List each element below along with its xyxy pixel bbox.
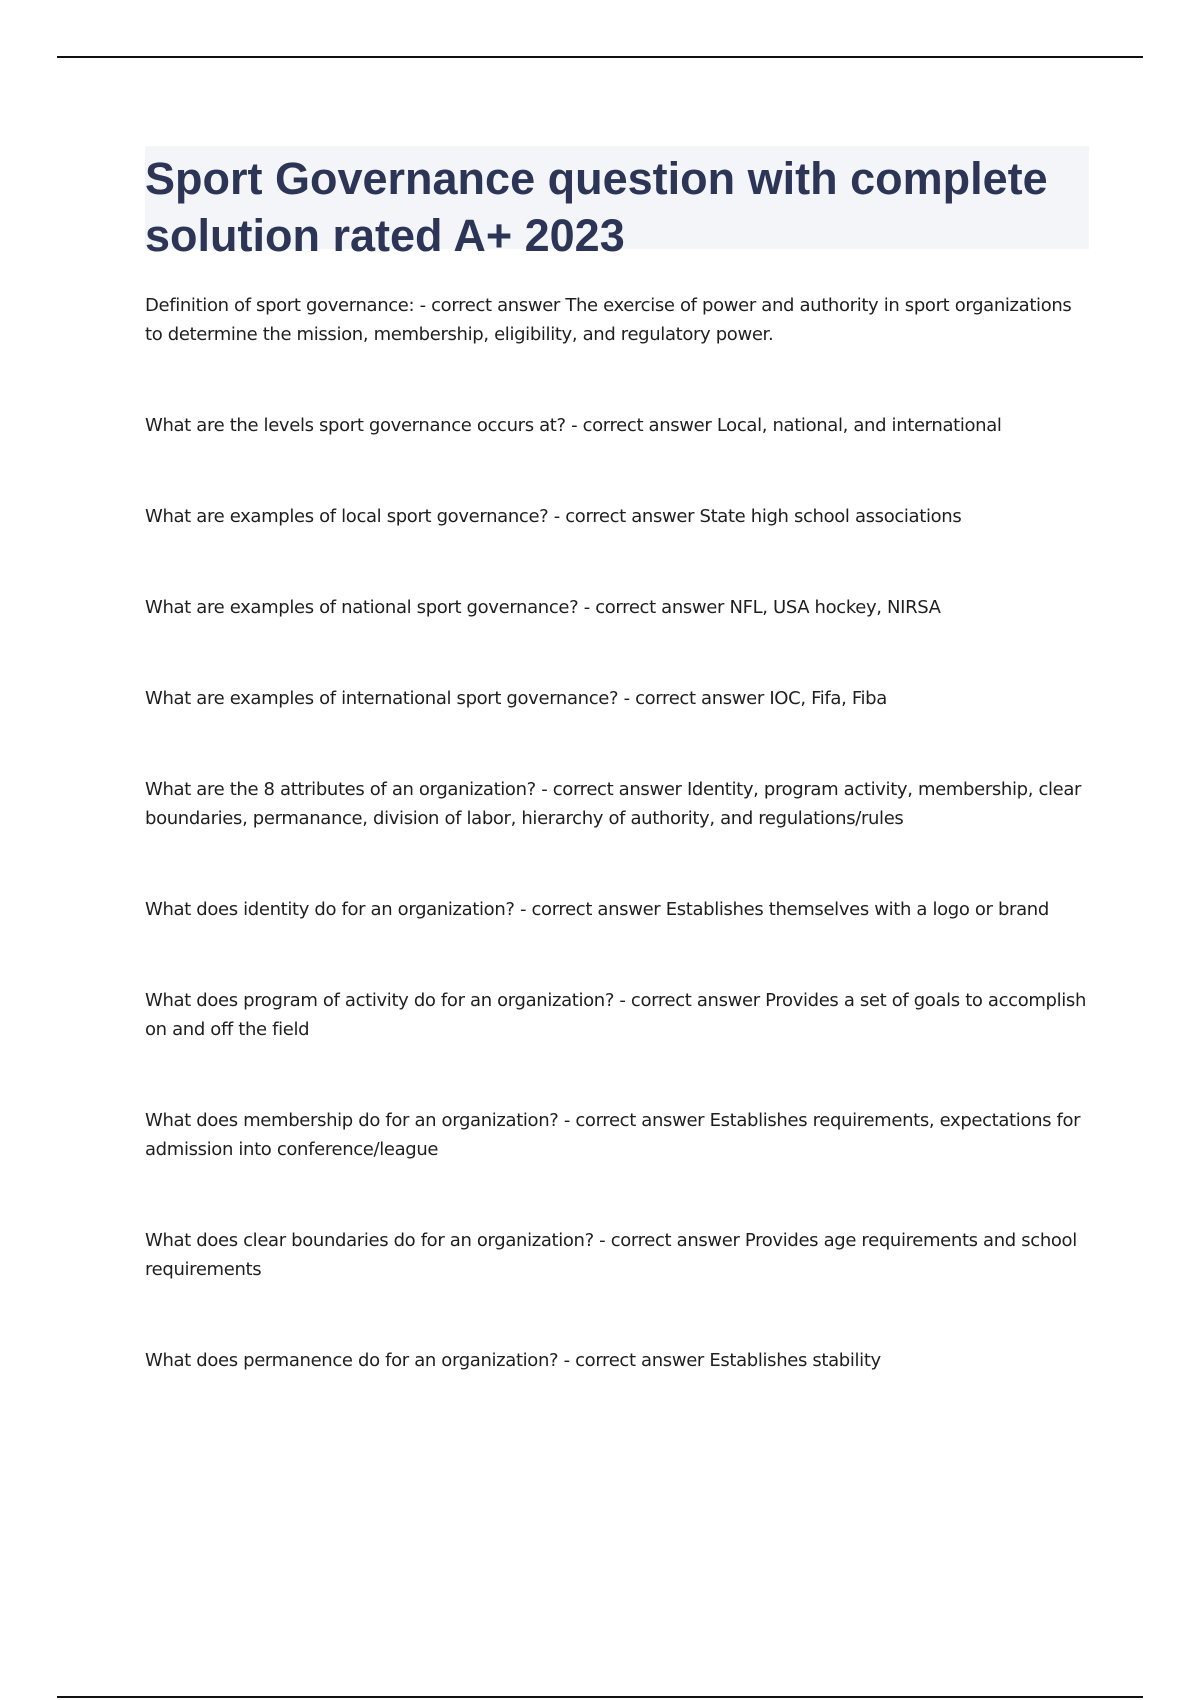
qa-item-membership: What does membership do for an organization? - correct answer Establishes requirements, expectations for admission into conference/league (145, 1110, 1081, 1160)
qa-item-permanence: What does permanence do for an organization? - correct answer Establishes stability (145, 1350, 881, 1371)
qa-item-international-examples: What are examples of international sport governance? - correct answer IOC, Fifa, Fiba (145, 688, 887, 709)
bottom-divider (57, 1696, 1143, 1698)
qa-item-identity: What does identity do for an organization? - correct answer Establishes themselves with a logo or brand (145, 899, 1049, 920)
qa-item-levels: What are the levels sport governance occurs at? - correct answer Local, national, and international (145, 415, 1002, 436)
qa-item-local-examples: What are examples of local sport governance? - correct answer State high school associations (145, 506, 962, 527)
qa-item-program-of-activity: What does program of activity do for an organization? - correct answer Provides a set of goals to accomplish on and off the field (145, 990, 1087, 1040)
title-banner (145, 146, 1089, 261)
qa-item-national-examples: What are examples of national sport governance? - correct answer NFL, USA hockey, NIRSA (145, 597, 941, 618)
document-title: Sport Governance question with complete solution rated A+ 2023 (145, 153, 1048, 261)
document-body (145, 146, 1089, 1375)
qa-list (145, 291, 1089, 1375)
qa-item-clear-boundaries: What does clear boundaries do for an organization? - correct answer Provides age requirements and school requirements (145, 1230, 1077, 1280)
top-divider (57, 56, 1143, 58)
qa-item-definition: Definition of sport governance: - correct answer The exercise of power and authority in sport organizations to determine the mission, membership, eligibility, and regulatory power. (145, 295, 1072, 345)
qa-item-attributes: What are the 8 attributes of an organization? - correct answer Identity, program activity, membership, clear boundaries, permanance, division of labor, hierarchy of authority, and regulations/rules (145, 779, 1082, 829)
